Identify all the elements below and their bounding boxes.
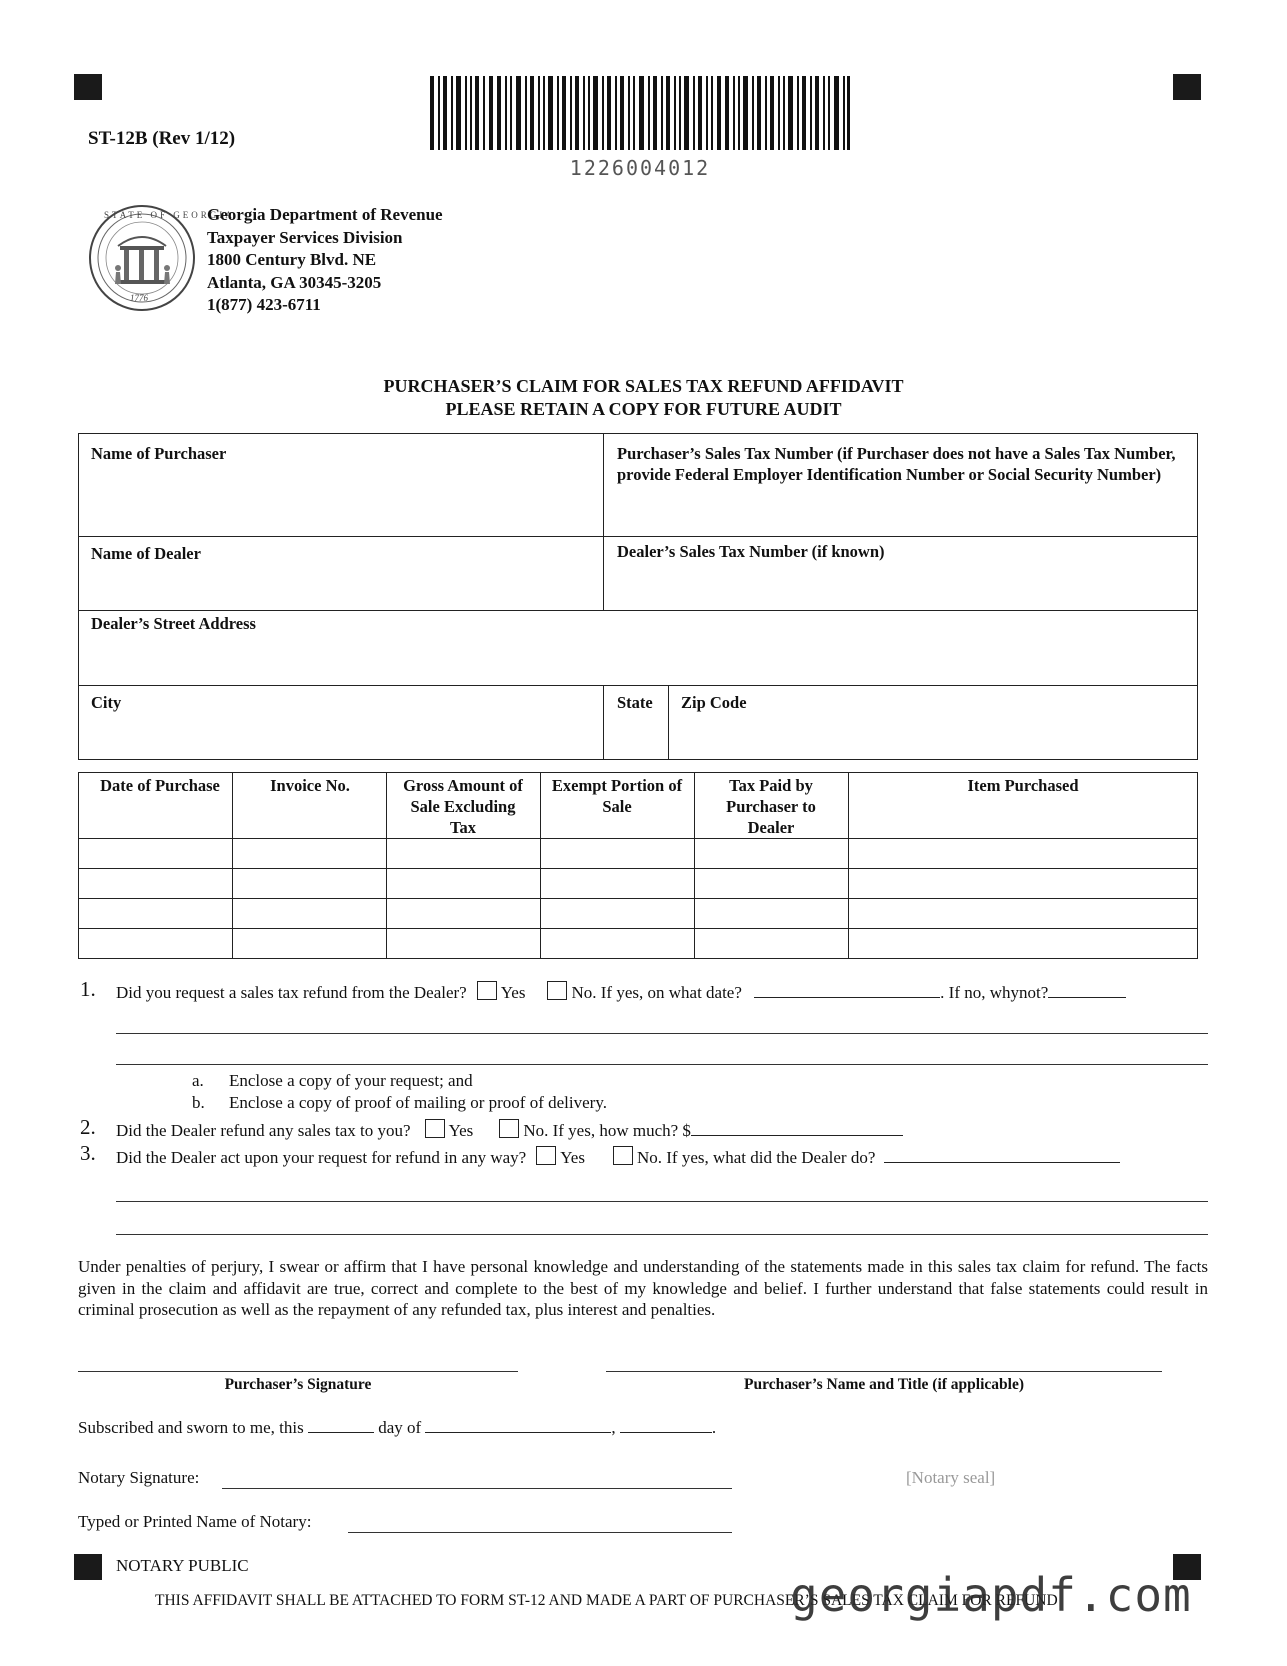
agency-address — [207, 204, 443, 317]
header-item-purchased: Item Purchased — [967, 776, 1079, 795]
zip-field[interactable]: Zip Code — [681, 693, 747, 712]
q1-yes-label: Yes — [500, 983, 526, 1002]
barcode-number: 1226004012 — [569, 156, 711, 180]
q1-a-letter: a. — [192, 1071, 204, 1090]
agency-line1: Georgia Department of Revenue — [207, 205, 443, 224]
purchaser-signature-label: Purchaser’s Signature — [224, 1376, 372, 1393]
table-row-divider — [78, 928, 1198, 929]
form-title: PURCHASER’S CLAIM FOR SALES TAX REFUND AFFIDAVIT — [383, 376, 904, 396]
q3-answer-line[interactable] — [116, 1234, 1208, 1235]
purchaser-name-title-label: Purchaser’s Name and Title (if applicable) — [744, 1376, 1024, 1393]
perjury-affirmation: Under penalties of perjury, I swear or affirm that I have personal knowledge and understanding of the statements made in this sales tax claim for refund. The facts given in the claim and affidavit are true, correct and complete to the best of my knowledge and belief. I further understand that false statements could result in criminal prosecution as well as the repayment of any refunded tax, plus interest and penalties. — [78, 1257, 1208, 1319]
question-3-text: Did the Dealer act upon your request for refund in any way? — [116, 1148, 527, 1167]
footer-note: THIS AFFIDAVIT SHALL BE ATTACHED TO FORM ST-12 AND MADE A PART OF PURCHASER’S SALES TAX CLAIM FOR REFUND — [155, 1592, 1058, 1609]
sworn-month-field[interactable] — [425, 1431, 611, 1433]
question-2 — [116, 1119, 903, 1141]
q1-answer-line[interactable] — [116, 1033, 1208, 1034]
question-1-number: 1. — [80, 977, 96, 1001]
agency-line4: Atlanta, GA 30345-3205 — [207, 272, 382, 292]
registration-mark-top-left — [74, 74, 102, 100]
notary-printed-name-label: Typed or Printed Name of Notary: — [78, 1512, 312, 1531]
agency-line3: 1800 Century Blvd. NE — [207, 250, 377, 269]
question-3-number: 3. — [80, 1141, 96, 1165]
purchaser-tax-number-field[interactable]: Purchaser’s Sales Tax Number (if Purchaser does not have a Sales Tax Number, provide Federal Employer Identification Number or Social Security Number) — [617, 444, 1176, 484]
header-exempt-portion: Exempt Portion of Sale — [551, 776, 683, 816]
question-1-text: Did you request a sales tax refund from the Dealer? — [116, 983, 467, 1002]
watermark: georgiapdf.com — [790, 1568, 1192, 1622]
table-col-divider — [848, 772, 849, 959]
table-col-divider — [386, 772, 387, 959]
table-row-divider — [78, 898, 1198, 899]
q2-no-checkbox[interactable] — [499, 1119, 519, 1138]
question-1 — [116, 981, 1126, 1003]
q1-no-checkbox[interactable] — [547, 981, 567, 1000]
q3-answer-line[interactable] — [116, 1201, 1208, 1202]
barcode — [430, 76, 850, 150]
sworn-day-field[interactable] — [308, 1431, 374, 1433]
state-field[interactable]: State — [617, 693, 653, 712]
dealer-tax-number-field[interactable]: Dealer’s Sales Tax Number (if known) — [617, 542, 885, 561]
q1-b-letter: b. — [192, 1093, 205, 1112]
dealer-address-field[interactable]: Dealer’s Street Address — [91, 614, 256, 633]
notary-signature-label: Notary Signature: — [78, 1468, 200, 1487]
q1-why-field[interactable] — [1048, 996, 1126, 998]
divider — [78, 685, 1198, 686]
table-row-divider — [78, 868, 1198, 869]
q1-no-label: No. If yes, on what date? — [571, 983, 742, 1002]
purchaser-name-title-line[interactable] — [606, 1371, 1162, 1372]
q3-yes-checkbox[interactable] — [536, 1146, 556, 1165]
dealer-name-field[interactable]: Name of Dealer — [91, 544, 201, 563]
q2-no-label: No. If yes, how much? $ — [523, 1121, 691, 1140]
notary-signature-line[interactable] — [222, 1488, 732, 1489]
registration-mark-top-right — [1173, 74, 1201, 100]
divider — [78, 610, 1198, 611]
table-col-divider — [232, 772, 233, 959]
divider — [603, 685, 604, 760]
header-tax-paid: Tax Paid by Purchaser to Dealer — [726, 776, 816, 837]
q1-a-text: Enclose a copy of your request; and — [229, 1071, 473, 1090]
form-id: ST-12B (Rev 1/12) — [88, 128, 236, 149]
sworn-year-field[interactable] — [620, 1431, 712, 1433]
form-subtitle: PLEASE RETAIN A COPY FOR FUTURE AUDIT — [445, 399, 842, 419]
q1-yes-checkbox[interactable] — [477, 981, 497, 1000]
agency-line2: Taxpayer Services Division — [207, 227, 403, 247]
question-2-number: 2. — [80, 1115, 96, 1139]
header-gross-amount: Gross Amount of Sale Excluding Tax — [403, 776, 523, 837]
agency-phone: 1(877) 423-6711 — [207, 295, 321, 314]
table-col-divider — [540, 772, 541, 959]
table-header-divider — [78, 838, 1198, 839]
q1-answer-line[interactable] — [116, 1064, 1208, 1065]
sworn-statement: Subscribed and sworn to me, this day of , . — [78, 1418, 717, 1437]
notary-printed-name-line[interactable] — [348, 1532, 732, 1533]
table-col-divider — [694, 772, 695, 959]
notary-seal-placeholder: [Notary seal] — [906, 1468, 996, 1487]
q3-yes-label: Yes — [560, 1148, 585, 1167]
q3-answer-field[interactable] — [884, 1161, 1120, 1163]
divider — [78, 536, 1198, 537]
purchaser-name-field[interactable]: Name of Purchaser — [91, 444, 227, 463]
seal-year: 1776 — [130, 293, 148, 303]
q2-yes-label: Yes — [448, 1121, 474, 1140]
q3-no-label: No. If yes, what did the Dealer do? — [636, 1148, 876, 1167]
sworn-mid: day of — [378, 1418, 422, 1437]
q1-date-field[interactable] — [754, 996, 940, 998]
notary-public-label: NOTARY PUBLIC — [116, 1556, 249, 1575]
q2-amount-field[interactable] — [691, 1134, 903, 1136]
registration-mark-bottom-left — [74, 1554, 102, 1580]
divider — [668, 685, 669, 760]
purchaser-signature-line[interactable] — [78, 1371, 518, 1372]
question-3 — [116, 1146, 1120, 1168]
q1-b-text: Enclose a copy of proof of mailing or proof of delivery. — [229, 1093, 607, 1112]
divider — [603, 433, 604, 610]
q2-yes-checkbox[interactable] — [425, 1119, 445, 1138]
q3-no-checkbox[interactable] — [613, 1146, 633, 1165]
seal-text: STATE OF GEORGIA — [104, 210, 235, 220]
city-field[interactable]: City — [91, 693, 122, 712]
question-2-text: Did the Dealer refund any sales tax to you? — [116, 1121, 411, 1140]
sworn-prefix: Subscribed and sworn to me, this — [78, 1418, 304, 1437]
header-invoice-no: Invoice No. — [270, 776, 350, 795]
header-date-of-purchase: Date of Purchase — [100, 776, 220, 795]
q1-tail: . If no, whynot? — [940, 983, 1049, 1002]
